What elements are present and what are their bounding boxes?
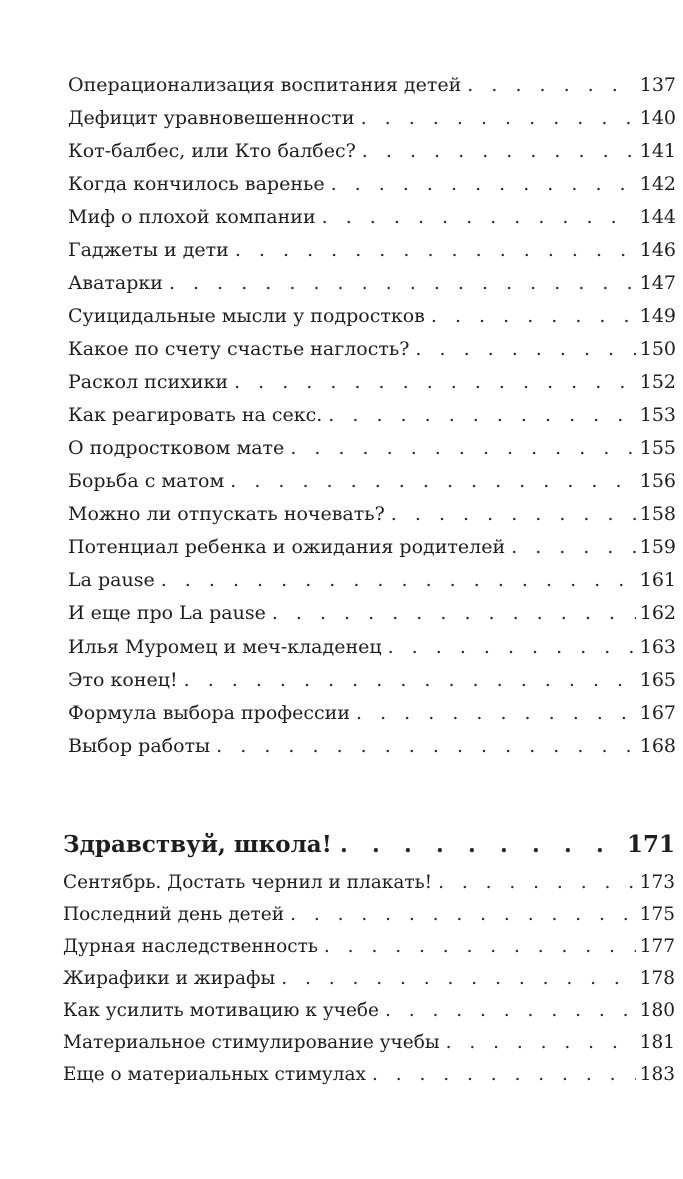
- toc-entry[interactable]: [68, 72, 676, 98]
- toc-entry-page: 173: [639, 872, 675, 893]
- toc-entry-page: 183: [639, 1064, 675, 1085]
- dot-leader: [161, 567, 636, 593]
- toc-entry-title: Последний день детей: [63, 904, 285, 925]
- toc-entry[interactable]: [68, 567, 676, 593]
- toc-entry-page: 137: [639, 74, 676, 96]
- toc-entry[interactable]: [63, 1062, 675, 1088]
- dot-leader: [361, 105, 636, 131]
- toc-entry-title: И еще про La pause: [68, 602, 266, 624]
- toc-entry-title: Операционализация воспитания детей: [68, 74, 462, 96]
- dot-leader: [235, 237, 636, 263]
- toc-entry-page: 142: [639, 173, 676, 195]
- toc-entry-title: Борьба с матом: [68, 470, 225, 492]
- toc-entry[interactable]: [63, 902, 675, 928]
- toc-entry[interactable]: [68, 204, 676, 230]
- toc-entry-title: Гаджеты и дети: [68, 239, 229, 261]
- toc-entry-title: Потенциал ребенка и ожидания родителей: [68, 536, 506, 558]
- toc-entry-page: 150: [639, 338, 676, 360]
- toc-entry[interactable]: [68, 700, 676, 726]
- toc-entry-title: Когда кончилось варенье: [68, 173, 325, 195]
- toc-entry[interactable]: [68, 468, 676, 494]
- toc-entry-title: Можно ли отпускать ночевать?: [68, 503, 385, 525]
- toc-entry[interactable]: [68, 369, 676, 395]
- dot-leader: [356, 700, 636, 726]
- toc-entry-title: Жирафики и жирафы: [63, 968, 276, 989]
- toc-entry-page: 147: [639, 272, 676, 294]
- toc-entry-title: Формула выбора профессии: [68, 702, 350, 724]
- toc-entry-title: Материальное стимулирование учебы: [63, 1032, 440, 1053]
- dot-leader: [272, 600, 636, 626]
- toc-entry-title: Какое по счету счастье наглость?: [68, 338, 410, 360]
- toc-entry-page: 152: [639, 371, 676, 393]
- toc-entry-title: Как усилить мотивацию к учебе: [63, 1000, 379, 1021]
- section-title: Здравствуй, школа!: [63, 831, 332, 858]
- toc-entry-title: Сентябрь. Достать чернил и плакать!: [63, 872, 433, 893]
- toc-entry-title: Это конец!: [68, 669, 178, 691]
- toc-entry-page: 162: [639, 602, 676, 624]
- dot-leader: [230, 468, 636, 494]
- toc-entry[interactable]: [68, 171, 676, 197]
- toc-entry[interactable]: [68, 270, 676, 296]
- toc-entry[interactable]: [68, 402, 676, 428]
- dot-leader: [184, 667, 636, 693]
- dot-leader: [328, 402, 635, 428]
- toc-entry-title: Раскол психики: [68, 371, 229, 393]
- dot-leader: [324, 934, 636, 960]
- dot-leader: [388, 634, 636, 660]
- toc-entry-title: Выбор работы: [68, 735, 211, 757]
- dot-leader: [169, 270, 636, 296]
- toc-entry[interactable]: [68, 237, 676, 263]
- toc-entry-page: 141: [639, 140, 676, 162]
- toc-entry-page: 140: [639, 107, 676, 129]
- toc-entry-page: 181: [639, 1032, 675, 1053]
- toc-entry-title: Илья Муромец и меч-кладенец: [68, 636, 382, 658]
- toc-entry-title: Дефицит уравновешенности: [68, 107, 355, 129]
- toc-entry[interactable]: [68, 667, 676, 693]
- dot-leader: [216, 733, 636, 759]
- toc-entry-title: Аватарки: [68, 272, 163, 294]
- toc-entry-page: 144: [639, 206, 676, 228]
- toc-section-heading[interactable]: [63, 830, 675, 860]
- dot-leader: [446, 1030, 636, 1056]
- dot-leader: [511, 534, 636, 560]
- toc-entry-title: Миф о плохой компании: [68, 206, 316, 228]
- dot-leader: [385, 998, 636, 1024]
- dot-leader: [372, 1062, 636, 1088]
- toc-entry-page: 163: [639, 636, 676, 658]
- dot-leader: [431, 303, 636, 329]
- dot-leader: [467, 72, 635, 98]
- toc-entry-page: 146: [639, 239, 676, 261]
- toc-entry[interactable]: [63, 998, 675, 1024]
- toc-entry[interactable]: [68, 303, 676, 329]
- dot-leader: [391, 501, 636, 527]
- toc-entry[interactable]: [68, 534, 676, 560]
- toc-entry-page: 177: [639, 936, 675, 957]
- toc-entry[interactable]: [68, 336, 676, 362]
- toc-entry[interactable]: [68, 138, 676, 164]
- toc-entry-title: Дурная наследственность: [63, 936, 318, 957]
- toc-entry-title: Еще о материальных стимулах: [63, 1064, 366, 1085]
- toc-entry[interactable]: [63, 870, 675, 896]
- toc-entry-page: 178: [639, 968, 675, 989]
- dot-leader: [362, 138, 636, 164]
- toc-entry-page: 159: [639, 536, 676, 558]
- toc-entry-title: О подростковом мате: [68, 437, 285, 459]
- toc-entry[interactable]: [68, 105, 676, 131]
- toc-entry[interactable]: [63, 966, 675, 992]
- toc-entry-page: 175: [639, 904, 675, 925]
- toc-entry-page: 168: [639, 735, 676, 757]
- dot-leader: [281, 966, 635, 992]
- toc-entry-page: 156: [639, 470, 676, 492]
- toc-entry-title: Кот-балбес, или Кто балбес?: [68, 140, 356, 162]
- toc-entry[interactable]: [63, 1030, 675, 1056]
- toc-entry-page: 165: [639, 669, 676, 691]
- toc-entry[interactable]: [68, 733, 676, 759]
- toc-entry-title: La pause: [68, 569, 155, 591]
- toc-entry[interactable]: [68, 600, 676, 626]
- dot-leader: [438, 870, 636, 896]
- dot-leader: [290, 435, 635, 461]
- toc-entry[interactable]: [68, 634, 676, 660]
- toc-entry-page: 153: [639, 404, 676, 426]
- dot-leader: [340, 830, 625, 860]
- toc-entry[interactable]: [63, 934, 675, 960]
- toc-entry-page: 180: [639, 1000, 675, 1021]
- toc-entry[interactable]: [68, 501, 676, 527]
- toc-entry-title: Суицидальные мысли у подростков: [68, 305, 425, 327]
- dot-leader: [322, 204, 636, 230]
- toc-entry-page: 149: [639, 305, 676, 327]
- toc-entry[interactable]: [68, 435, 676, 461]
- dot-leader: [290, 902, 636, 928]
- dot-leader: [415, 336, 635, 362]
- section-page: 171: [626, 831, 675, 858]
- toc-entry-page: 155: [639, 437, 676, 459]
- toc-entry-page: 161: [639, 569, 676, 591]
- toc-entry-page: 158: [639, 503, 676, 525]
- dot-leader: [331, 171, 636, 197]
- toc-entry-title: Как реагировать на секс.: [68, 404, 323, 426]
- dot-leader: [234, 369, 636, 395]
- toc-entry-page: 167: [639, 702, 676, 724]
